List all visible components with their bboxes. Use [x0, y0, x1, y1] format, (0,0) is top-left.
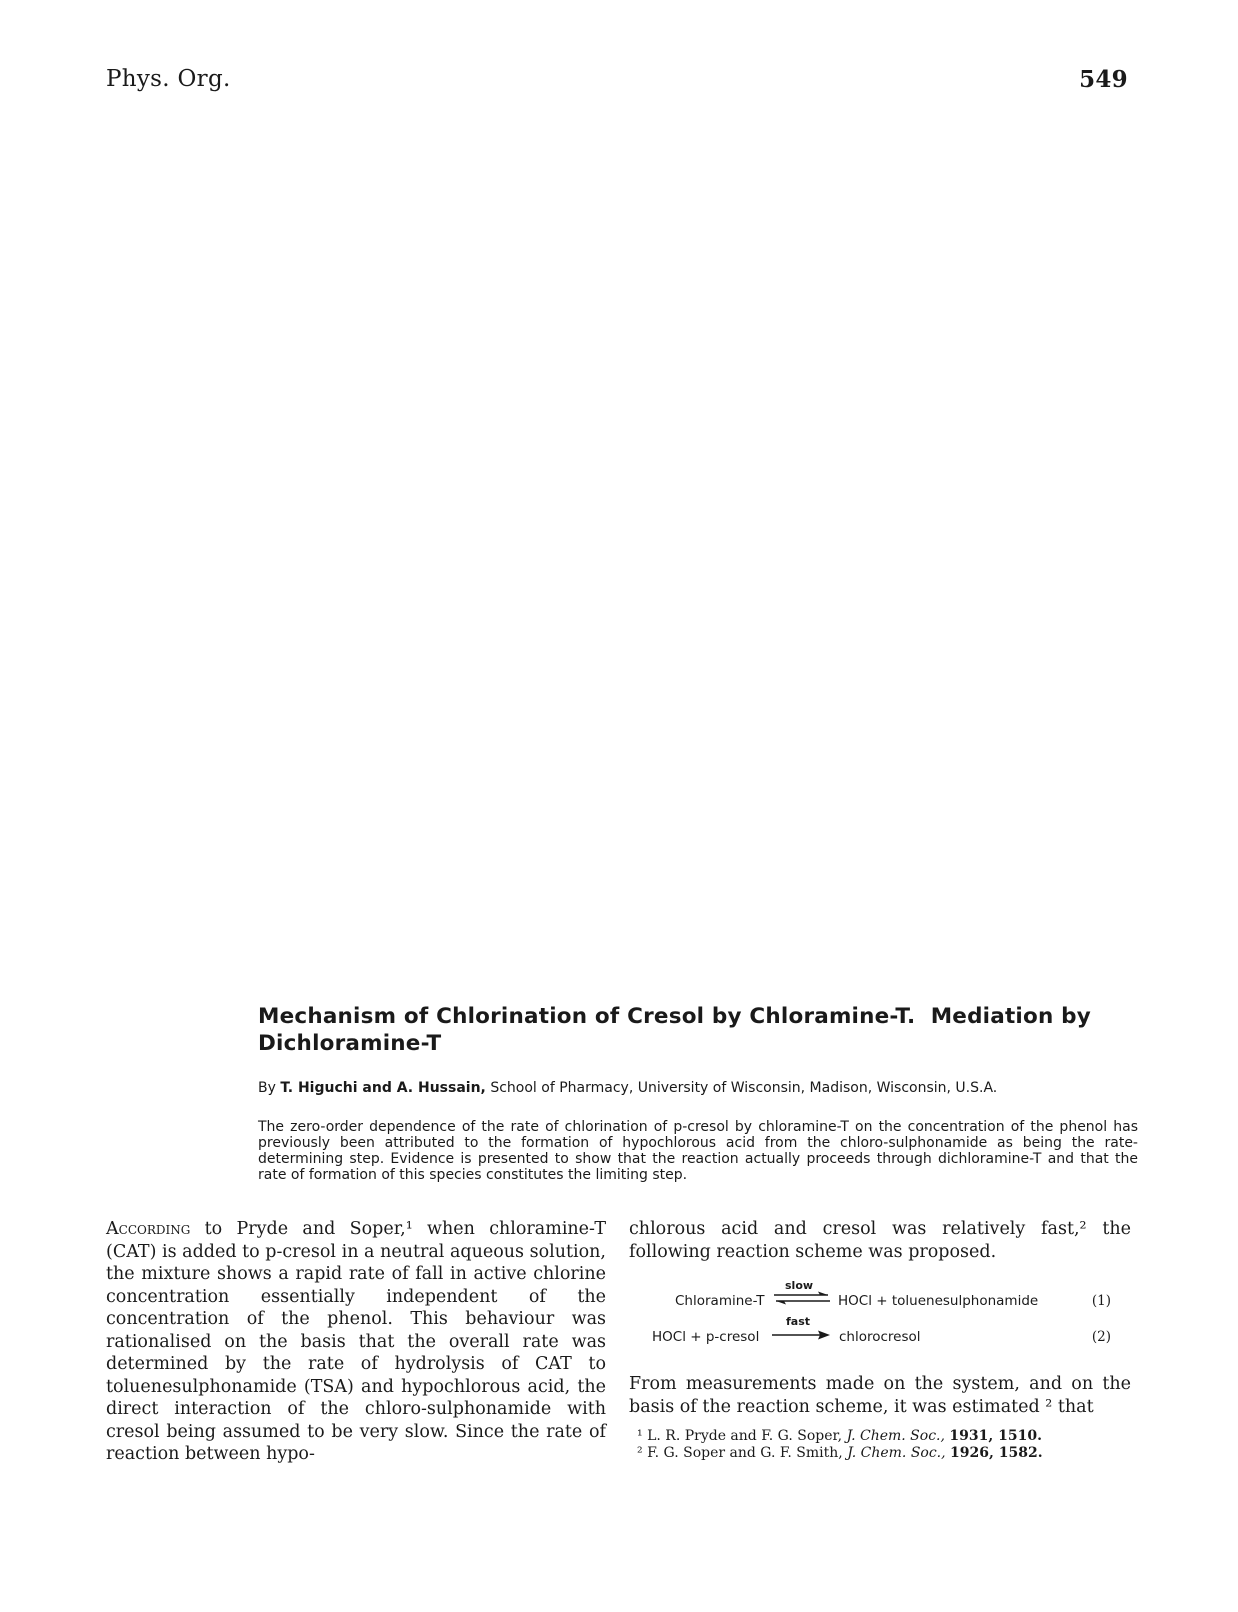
eq1-arrow-label: slow [785, 1279, 814, 1292]
title-line-2: Dichloramine-T [258, 1031, 442, 1056]
eq2-product: chlorocresol [839, 1329, 921, 1345]
equation-2 [629, 1317, 1131, 1347]
body-column-right [629, 1218, 1131, 1462]
eq1-reactant: Chloramine-T [675, 1293, 765, 1309]
intro-paragraph [106, 1218, 606, 1466]
forward-arrow-icon [770, 1329, 832, 1341]
body-column-left [106, 1218, 606, 1466]
eq2-arrow-label: fast [786, 1315, 811, 1328]
footnote-journal: J. Chem. Soc., [847, 1445, 946, 1461]
affiliation: School of Pharmacy, University of Wisconsin, Madison, Wisconsin, U.S.A. [490, 1080, 998, 1096]
title-line-1: Mechanism of Chlorination of Cresol by Chloramine-T. Mediation by [258, 1004, 1091, 1029]
eq2-number: (2) [1091, 1329, 1111, 1345]
footnote-mark: ² [637, 1445, 643, 1461]
equation-1 [629, 1281, 1131, 1311]
eq2-reactants: HOCl + p-cresol [652, 1329, 760, 1345]
footnote [637, 1445, 1131, 1462]
footnote-ref: 1931, 1510. [949, 1428, 1042, 1444]
estimate-paragraph: From measurements made on the system, and on the basis of the reaction scheme, it was estimated ² that [629, 1374, 1131, 1417]
footnote-journal: J. Chem. Soc., [846, 1428, 945, 1444]
reaction-scheme [629, 1277, 1131, 1363]
lead-word: According [106, 1219, 191, 1239]
scheme-intro-paragraph: chlorous acid and cresol was relatively fast,² the following reaction scheme was proposed. [629, 1219, 1131, 1262]
eq1-products: HOCl + toluenesulphonamide [838, 1293, 1039, 1309]
intro-text: to Pryde and Soper,¹ when chloramine-T (CAT) is added to p-cresol in a neutral aqueous solution, the mixture shows a rapid rate of fall in active chlorine concentration essentially independent of the concentration of the phenol. This behaviour was rationalised on the basis that the overall rate was determined by the rate of hydrolysis of CAT to toluenesulphonamide (TSA) and hypochlorous acid, the direct interaction of the chloro-sulphonamide with cresol being assumed to be very slow. Since the rate of reaction between hypo- [106, 1219, 606, 1464]
footnote-authors: L. R. Pryde and F. G. Soper, [647, 1428, 843, 1444]
footnote-authors: F. G. Soper and G. F. Smith, [647, 1445, 843, 1461]
page-number: 549 [1079, 66, 1128, 93]
byline-prefix: By [258, 1080, 276, 1096]
article-title [258, 1003, 1138, 1057]
footnote-mark: ¹ [637, 1428, 643, 1444]
journal-running-head: Phys. Org. [106, 66, 231, 92]
byline [258, 1079, 1138, 1097]
footnotes [629, 1428, 1131, 1462]
footnote [637, 1428, 1131, 1445]
eq1-number: (1) [1091, 1293, 1111, 1309]
authors: T. Higuchi and A. Hussain, [280, 1080, 486, 1096]
equilibrium-arrow-icon [772, 1291, 832, 1305]
abstract: The zero-order dependence of the rate of chlorination of p-cresol by chloramine-T on the concentration of the phenol has previously been attributed to the formation of hypochlorous acid from the chloro-sulphonamide as being the rate-determining step. Evidence is presented to show that the reaction actually proceeds through dichloramine-T and that the rate of formation of this species constitutes the limiting step. [258, 1119, 1138, 1183]
footnote-ref: 1926, 1582. [950, 1445, 1043, 1461]
